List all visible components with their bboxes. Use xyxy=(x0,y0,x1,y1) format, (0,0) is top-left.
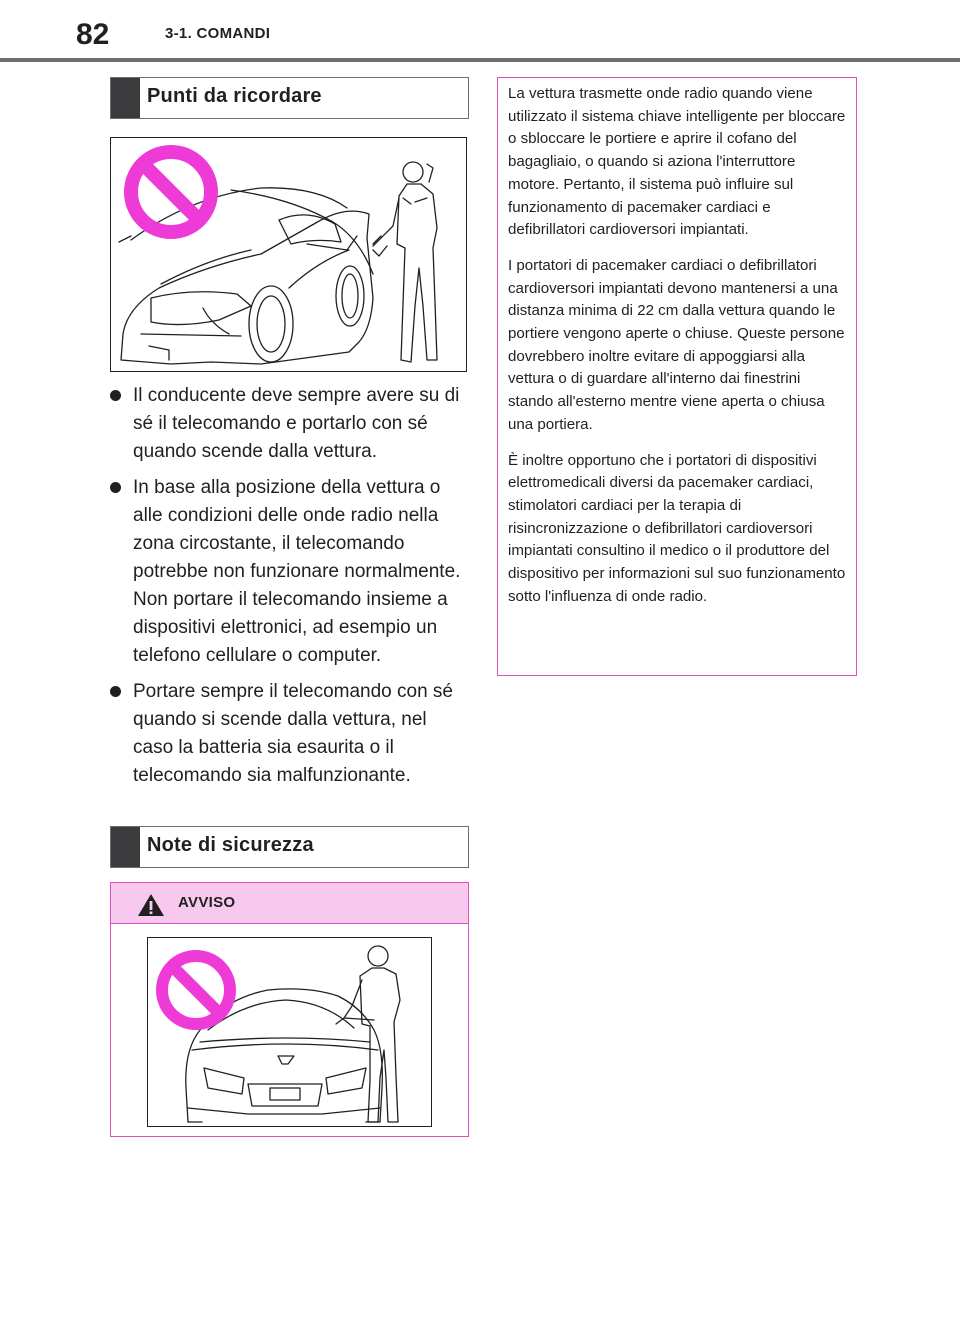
remember-bullet-list xyxy=(108,382,468,798)
prohibition-icon xyxy=(131,152,211,232)
warning-label: AVVISO xyxy=(178,894,236,911)
bullet-dot-icon xyxy=(110,482,121,493)
info-paragraph: I portatori di pacemaker cardiaci o defibrillatori cardioversori impiantati devono mantenersi a una distanza minima di 22 cm dalla vettura quando le portiere vengono aperte o chiuse. Queste persone dovrebbero inoltre evitare di appoggiarsi alla vettura o di guardare all'interno dai finestrini stando all'esterno mentre viene aperta o chiusa una portiera. xyxy=(508,256,845,433)
bullet-text: In base alla posizione della vettura o alle condizioni delle onde radio nella zona circostante, il telecomando potrebbe non funzionare normalmente. Non portare il telecomando insieme a dispositivi elettronici, ad esempio un telefono cellulare o computer. xyxy=(133,477,461,666)
page-number: 82 xyxy=(76,18,110,51)
bullet-dot-icon xyxy=(110,686,121,697)
page-header xyxy=(0,0,960,64)
header-divider xyxy=(0,58,960,62)
list-item xyxy=(108,678,468,790)
car-side-illustration xyxy=(111,138,466,371)
list-item xyxy=(108,474,468,670)
list-item xyxy=(108,382,468,466)
heading-note-di-sicurezza xyxy=(110,826,469,868)
info-paragraph: È inoltre opportuno che i portatori di dispositivi elettromedicali diversi da pacemaker cardiaci, stimolatori cardiaci per la terapia di risincronizzazione o defibrillatori cardioversori impiantati consultino il medico o il produttore del dispositivo per informazioni sul suo funzionamento sotto l'influenza di onde radio. xyxy=(508,451,846,605)
info-box-pacemaker xyxy=(497,77,857,676)
car-front-illustration xyxy=(148,938,431,1126)
bullet-dot-icon xyxy=(110,390,121,401)
heading-tab xyxy=(111,827,140,867)
info-paragraph: La vettura trasmette onde radio quando viene utilizzato il sistema chiave intelligente per bloccare o sbloccare le portiere e aprire il cofano del bagagliaio, o quando si aziona l'interruttore motore. Pertanto, il sistema può influire sul funzionamento di pacemaker cardiaci e defibrillatori cardioversori impiantati. xyxy=(508,85,846,239)
heading-tab xyxy=(111,78,140,118)
illustration-person-leaning-on-car xyxy=(147,937,432,1127)
illustration-driver-with-remote xyxy=(110,137,467,372)
section-title: 3-1. COMANDI xyxy=(165,25,271,42)
warning-triangle-icon xyxy=(137,893,165,917)
warning-box xyxy=(110,882,469,1137)
heading-label: Note di sicurezza xyxy=(147,834,314,856)
heading-label: Punti da ricordare xyxy=(147,85,322,107)
bullet-text: Il conducente deve sempre avere su di sé il telecomando e portarlo con sé quando scende dalla vettura. xyxy=(133,385,460,462)
warning-header xyxy=(111,883,468,924)
bullet-text: Portare sempre il telecomando con sé quando si scende dalla vettura, nel caso la batteria sia esaurita o il telecomando sia malfunzionante. xyxy=(133,681,453,786)
heading-punti-da-ricordare xyxy=(110,77,469,119)
prohibition-icon xyxy=(162,956,230,1024)
